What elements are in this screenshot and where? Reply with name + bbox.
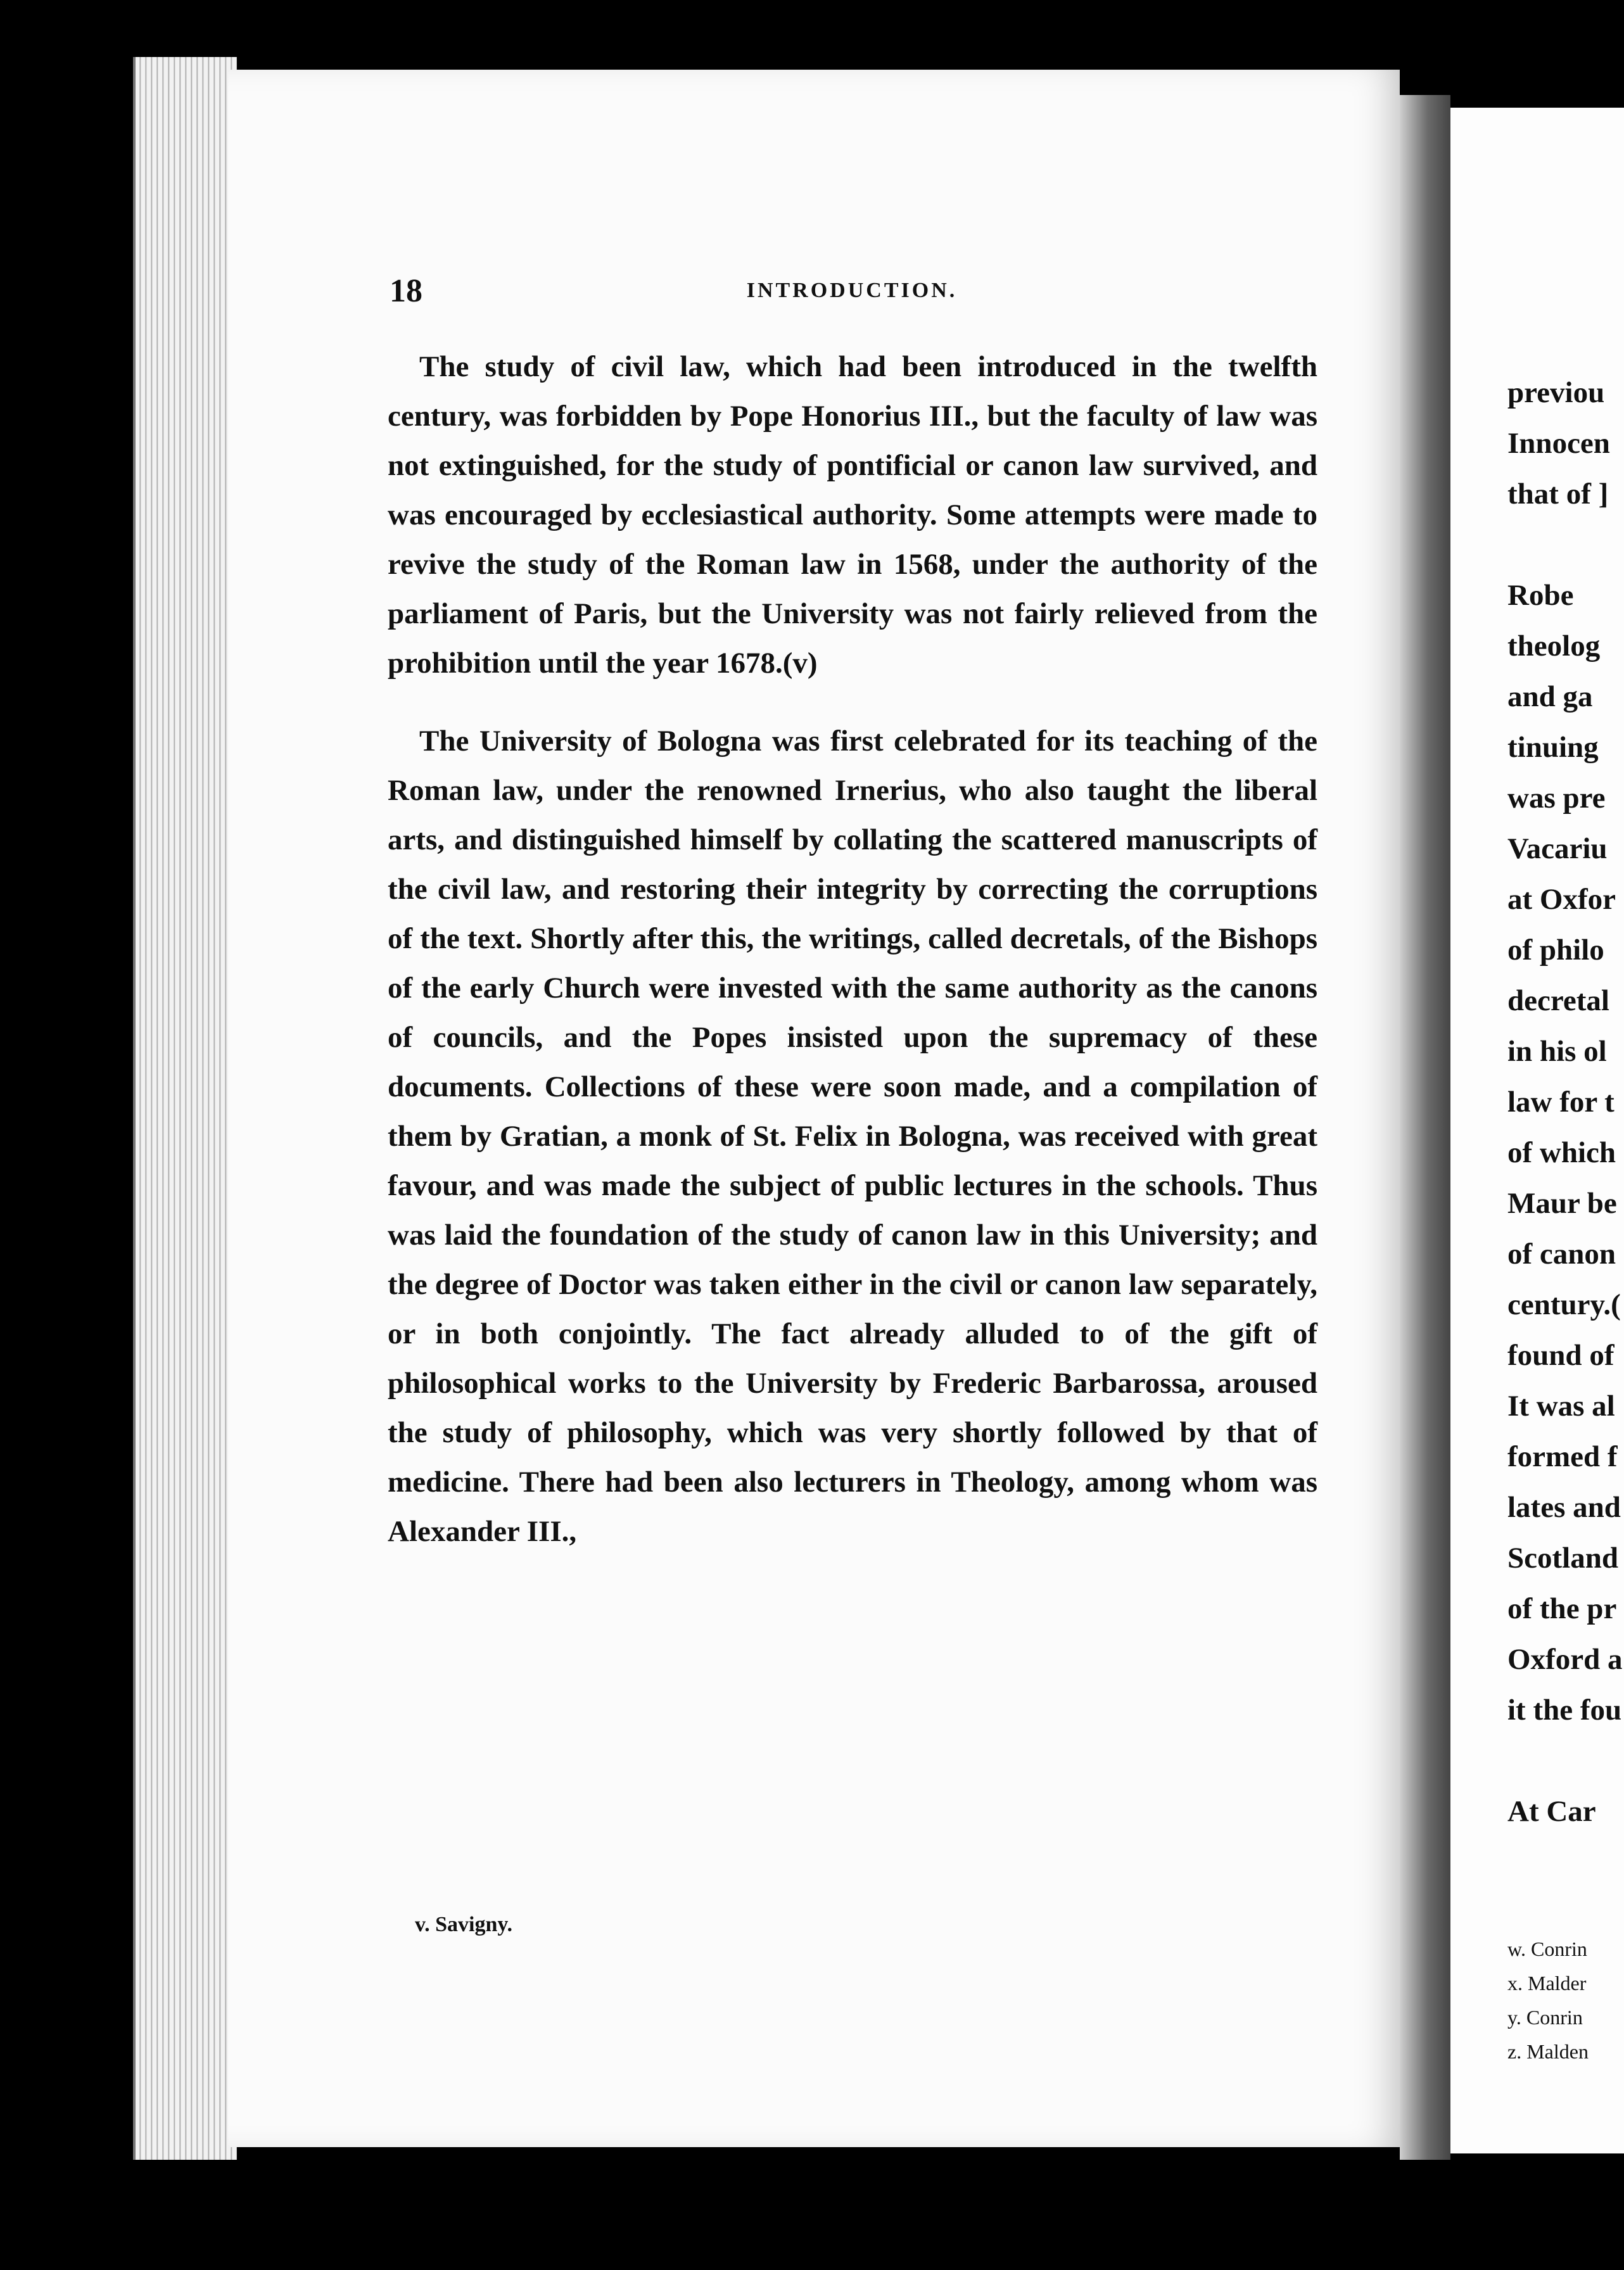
facing-page-line: at Oxfor	[1507, 883, 1616, 916]
facing-page-line: of philo	[1507, 934, 1604, 967]
paragraph: The University of Bologna was first celebrated for its teaching of the Roman law, under the renowned Irnerius, who also taught the liberal arts, and distinguished himself by collating the scattered manuscripts of the civil law, and restoring their integrity by correcting the corruptions of the text. Shortly after this, the writings, called decretals, of the Bishops of the early Church were invested with the same authority as the canons of councils, and the Popes insisted upon the supremacy of these documents. Collections of these were soon made, and a compilation of them by Gratian, a monk of St. Felix in Bologna, was received with great favour, and was made the subject of public lectures in the schools. Thus was laid the foundation of the study of canon law in this University; and the degree of Doctor was taken either in the civil or canon law separately, or in both conjointly. The fact already alluded to of the gift of philosophical works to the University by Frederic Barbarossa, aroused the study of philosophy, which was very shortly followed by that of medicine. There had been also lecturers in Theology, among whom was Alexander III.,	[388, 725, 1317, 1548]
facing-page-line: Scotland	[1507, 1542, 1618, 1575]
facing-page-line: that of ]	[1507, 478, 1609, 510]
running-head	[390, 272, 1314, 323]
facing-page-line: found of	[1507, 1339, 1614, 1372]
facing-page-line: and ga	[1507, 680, 1593, 713]
facing-page-line: Vacariu	[1507, 832, 1608, 865]
facing-page-line: law for t	[1507, 1086, 1614, 1119]
facing-page-line: formed f	[1507, 1440, 1618, 1473]
facing-page-line: lates and	[1507, 1491, 1621, 1524]
facing-page-footnote: w. Conrin	[1507, 1937, 1587, 1960]
body-text	[388, 342, 1317, 1556]
facing-page	[1450, 108, 1624, 2153]
facing-page-line: in his ol	[1507, 1035, 1607, 1068]
facing-page-footnotes	[1507, 1932, 1589, 2069]
running-head-title: INTRODUCTION.	[746, 279, 958, 302]
facing-page-line: It was al	[1507, 1390, 1615, 1423]
page-edges	[133, 57, 237, 2160]
facing-page-line: of the pr	[1507, 1592, 1617, 1625]
facing-page-line: Oxford a	[1507, 1643, 1623, 1676]
facing-page-text	[1507, 367, 1622, 1837]
footnote: v. Savigny.	[415, 1913, 513, 1936]
facing-page-line: was pre	[1507, 782, 1606, 815]
facing-page-line	[1507, 519, 1622, 570]
facing-page-line	[1507, 1735, 1622, 1786]
facing-page-line: Robe	[1507, 579, 1574, 612]
facing-page-line: it the fou	[1507, 1694, 1622, 1727]
facing-page-line: At Car	[1507, 1795, 1596, 1828]
facing-page-line: tinuing	[1507, 731, 1599, 764]
facing-page-line: theolog	[1507, 630, 1601, 663]
facing-page-line: century.(	[1507, 1288, 1621, 1321]
facing-page-line: of canon	[1507, 1238, 1616, 1271]
facing-page-footnote: z. Malden	[1507, 2040, 1589, 2063]
facing-page-footnote: y. Conrin	[1507, 2006, 1583, 2029]
facing-page-footnote: x. Malder	[1507, 1972, 1587, 1994]
book-gutter	[1400, 95, 1450, 2160]
page-number: 18	[390, 273, 422, 309]
facing-page-line: previou	[1507, 376, 1605, 409]
facing-page-line: Innocen	[1507, 427, 1610, 460]
facing-page-line: Maur be	[1507, 1187, 1617, 1220]
facing-page-line: of which	[1507, 1136, 1616, 1169]
paragraph: The study of civil law, which had been introduced in the twelfth century, was forbidden by Pope Honorius III., but the faculty of law was not extinguished, for the study of pontificial or canon law survived, and was encouraged by ecclesiastical authority. Some attempts were made to revive the study of the Roman law in 1568, under the authority of the parliament of Paris, but the University was not fairly relieved from the prohibition until the year 1678.(v)	[388, 350, 1317, 680]
facing-page-line: decretal	[1507, 984, 1609, 1017]
